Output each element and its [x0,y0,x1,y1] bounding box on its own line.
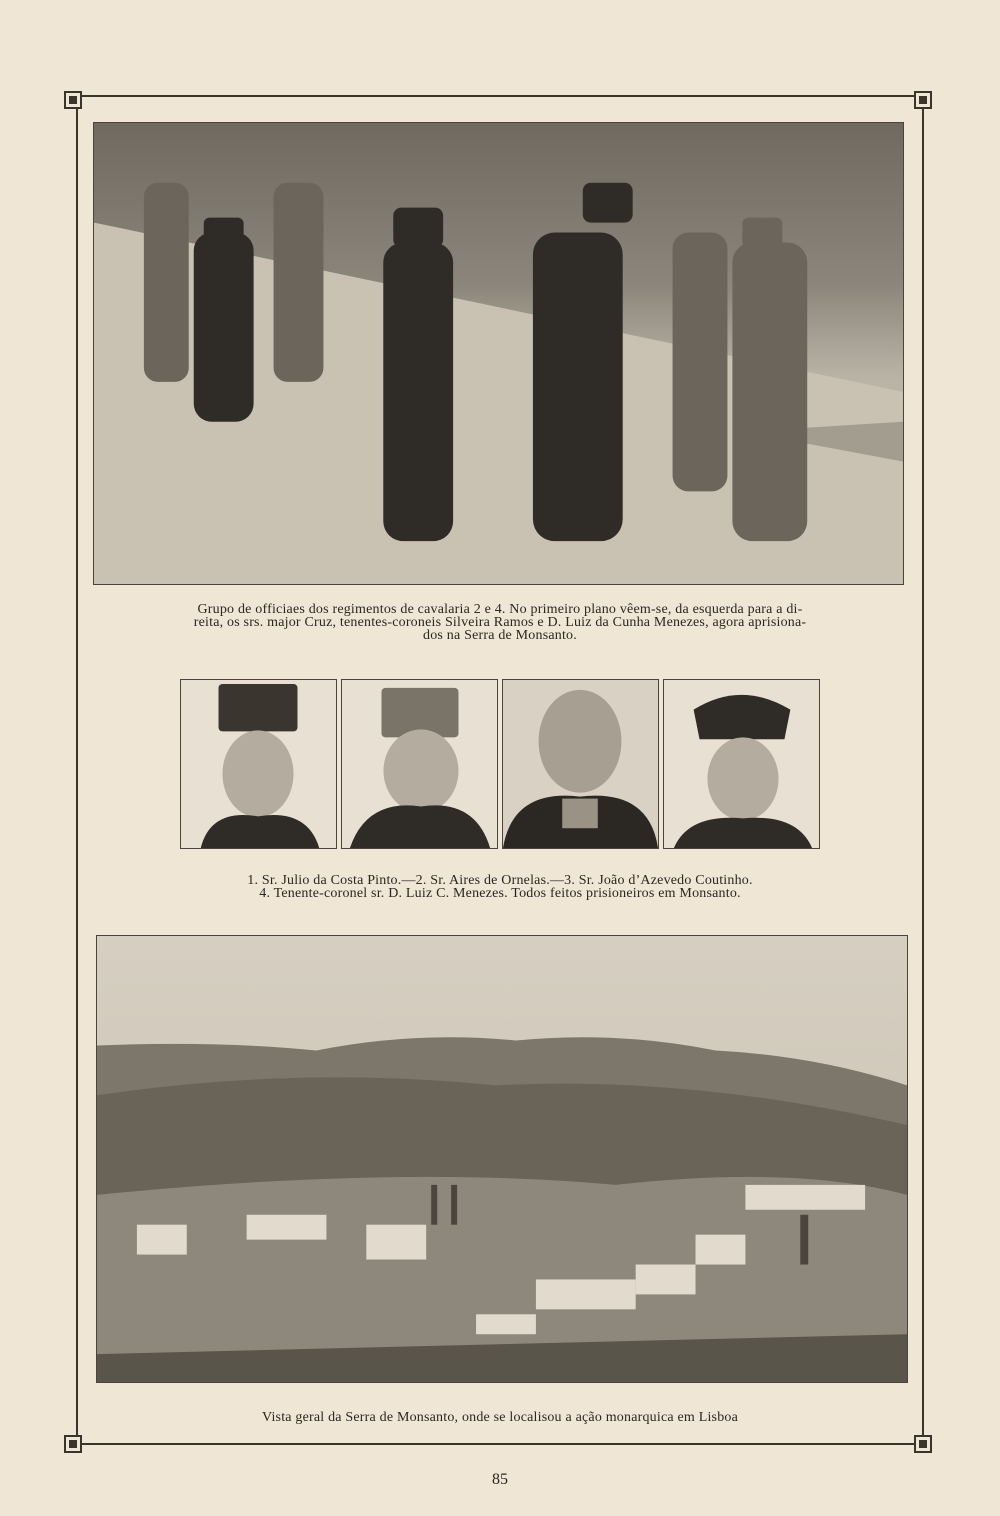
corner-ornament-bottom-right [914,1435,932,1453]
officers-photo-caption [112,603,888,642]
caption-line: Grupo de officiaes dos regimentos de cavalaria 2 e 4. No primeiro plano vêem-se, da esquerda para a di- [197,602,803,617]
caption-line: reita, os srs. major Cruz, tenentes-coroneis Silveira Ramos e D. Luiz da Cunha Menezes, agora aprisiona- [193,615,807,630]
corner-ornament-top-right [914,91,932,109]
landscape-photo-caption: Vista geral da Serra de Monsanto, onde se localisou a ação monarquica em Lisboa [261,1410,739,1425]
corner-ornament-top-left [64,91,82,109]
portrait-2 [341,679,498,849]
portrait-4 [663,679,820,849]
portraits-caption [150,874,850,900]
caption-line: 4. Tenente-coronel sr. D. Luiz C. Menezes. Todos feitos prisioneiros em Monsanto. [259,886,741,901]
officers-group-photo [93,122,904,585]
page-number: 85 [492,1471,508,1488]
portrait-1 [180,679,337,849]
corner-ornament-bottom-left [64,1435,82,1453]
serra-de-monsanto-photo [96,935,908,1383]
portraits-row [180,679,820,849]
portrait-3 [502,679,659,849]
caption-line: dos na Serra de Monsanto. [423,628,577,643]
caption-line: 1. Sr. Julio da Costa Pinto.—2. Sr. Aires de Ornelas.—3. Sr. João d’Azevedo Coutinho. [247,873,753,888]
